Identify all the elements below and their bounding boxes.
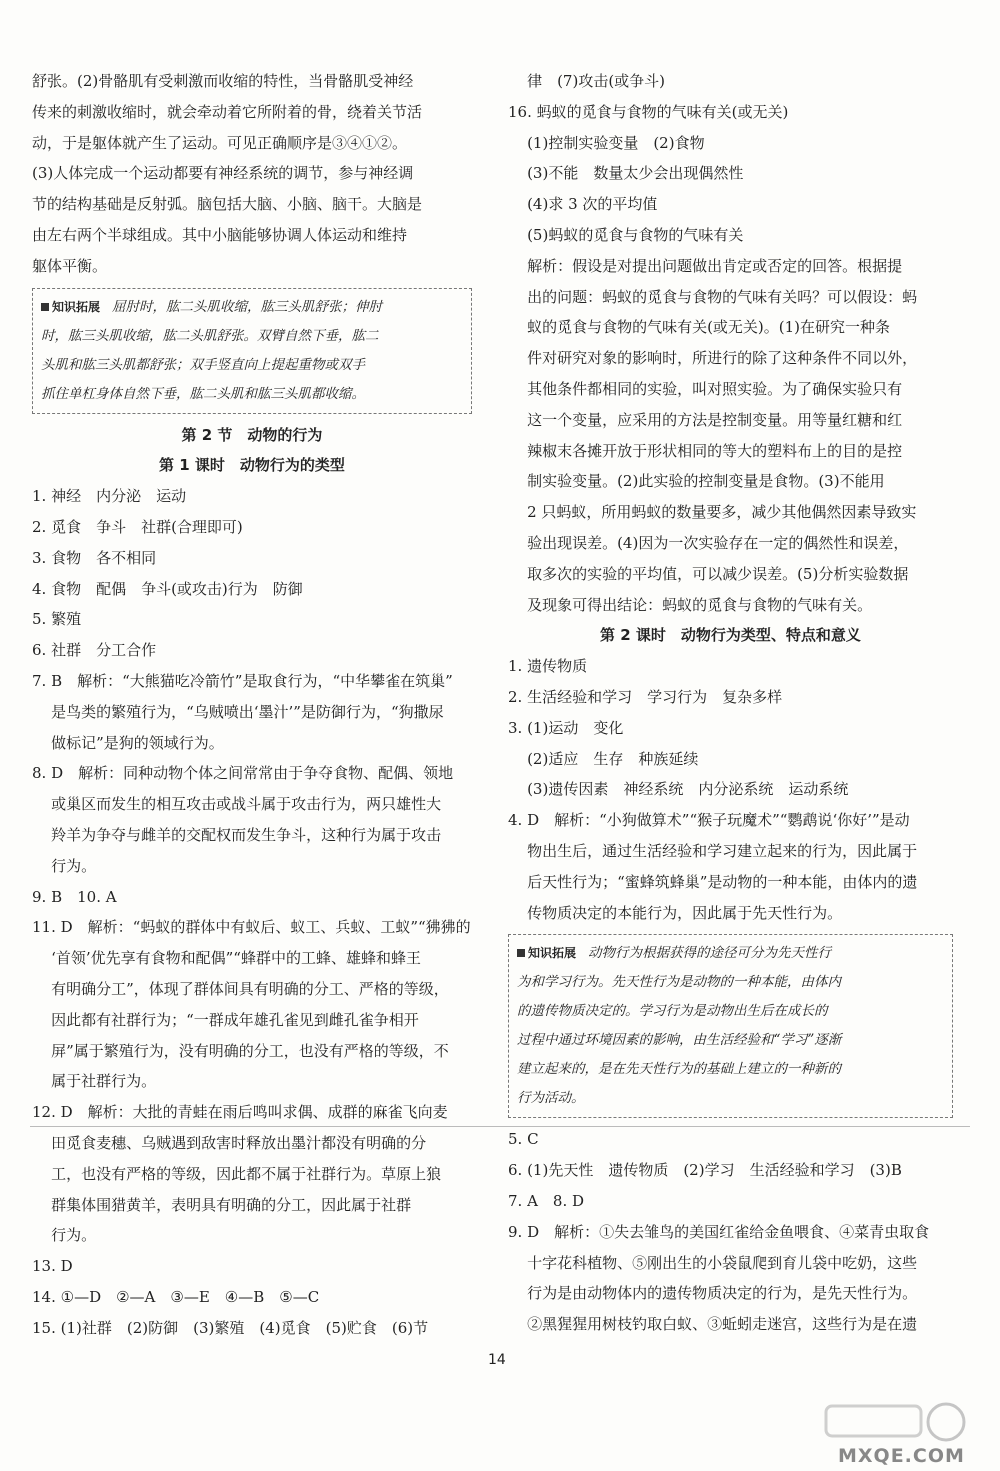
right-line: 件对研究对象的影响时，所进行的除了这种条件不同以外， [508,349,918,368]
knowledge-tag: 知识拓展 [517,946,588,960]
left2-line: 15. (1)社群 (2)防御 (3)繁殖 (4)觅食 (5)贮食 (6)节 [32,1318,429,1337]
right2-line: 3. (1)运动 变化 [508,718,624,737]
left2-line: 屏”属于繁殖行为，没有明确的分工，也没有严格的等级，不 [32,1041,449,1060]
knowledge-box-2-text [517,939,944,1113]
left2-line: 7. B 解析：“大熊猫吃冷箭竹”是取食行为，“中华攀雀在筑巢” [32,671,453,690]
right2-line: 2. 生活经验和学习 学习行为 复杂多样 [508,687,783,706]
left2-line: 12. D 解析：大批的青蛙在雨后鸣叫求偶、成群的麻雀飞向麦 [32,1103,448,1122]
right-line: 16. 蚂蚁的觅食与食物的气味有关(或无关) [508,102,789,121]
left2-line: 4. 食物 配偶 争斗(或攻击)行为 防御 [32,579,303,598]
knowledge-box-1 [32,288,472,414]
right-line: 验出现误差。(4)因为一次实验存在一定的偶然性和误差， [508,533,909,552]
left2-line: 做标记”是狗的领域行为。 [32,733,224,752]
right-line: 出的问题：蚂蚁的觅食与食物的气味有关吗？可以假设：蚂 [508,287,918,306]
right-line: 解析：假设是对提出问题做出肯定或否定的回答。根据提 [508,256,903,275]
left-line: 动，于是躯体就产生了运动。可见正确顺序是③④①②。 [32,133,408,152]
left-line: 躯体平衡。 [32,256,108,275]
left2-line: 属于社群行为。 [32,1072,157,1091]
knowledge-tag: 知识拓展 [41,300,112,314]
left2-line: 因此都有社群行为；“一群成年雄孔雀见到雌孔雀争相开 [32,1010,419,1029]
right3-line: 5. C [508,1130,539,1149]
right-answers-2 [508,1124,953,1340]
knowledge-box-1-text [41,293,463,409]
left-line: 节的结构基础是反射弧。脑包括大脑、小脑、脑干。大脑是 [32,195,423,214]
left2-line: 11. D 解析：“蚂蚁的群体中有蚁后、蚁工、兵蚁、工蚁”“狒狒的 [32,918,471,937]
box1-line: 时，肱三头肌收缩，肱二头肌舒张。双臂自然下垂，肱二 [41,327,379,344]
box2-line: 知识拓展 动物行为根据获得的途径可分为先天性行 [517,939,944,968]
left2-line: 或巢区而发生的相互攻击或战斗属于攻击行为，两只雄性大 [32,795,442,814]
left-line: 由左右两个半球组成。其中小脑能够协调人体运动和维持 [32,225,408,244]
left2-line: ‘首领’优先享有食物和配偶”“蜂群中的工蜂、雄蜂和蜂王 [32,949,421,968]
right-line: (4)求 3 次的平均值 [508,195,658,214]
right-line: 取多次的实验的平均值，可以减少误差。(5)分析实验数据 [508,564,909,583]
right-line: 及现象可得出结论：蚂蚁的觅食与食物的气味有关。 [508,595,873,614]
right2-line: 4. D 解析：“小狗做算术”“猴子玩魔术”“鹦鹉说‘你好’”是动 [508,811,910,830]
right3-line: ②黑猩猩用树枝钓取白蚁、③蚯蚓走迷宫，这些行为是在遗 [508,1315,918,1334]
left2-line: 羚羊为争夺与雌羊的交配权而发生争斗，这种行为属于攻击 [32,825,442,844]
right3-line: 行为是由动物体内的遗传物质决定的行为，是先天性行为。 [508,1284,918,1303]
right2-line: 传物质决定的本能行为，因此属于先天性行为。 [508,903,843,922]
left-column [32,66,472,1343]
right-line: (1)控制实验变量 (2)食物 [508,133,705,152]
lesson-1-title: 第 1 课时 动物行为的类型 [159,456,345,475]
right-line: 律 (7)攻击(或争斗) [508,72,666,90]
left2-line: 3. 食物 各不相同 [32,548,157,567]
left2-line: 5. 繁殖 [32,610,82,629]
right2-line: 物出生后，通过生活经验和学习建立起来的行为，因此属于 [508,841,918,860]
left2-line: 6. 社群 分工合作 [32,641,157,660]
right-line: (5)蚂蚁的觅食与食物的气味有关 [508,225,744,244]
right-line: 这一个变量，应采用的方法是控制变量。用等量红糖和红 [508,410,903,429]
left2-line: 工，也没有严格的等级，因此都不属于社群行为。草原上狼 [32,1164,442,1183]
right2-line: 1. 遗传物质 [508,657,588,676]
page-number: 14 [488,1352,506,1368]
left2-line: 群集体围猎黄羊，表明具有明确的分工，因此属于社群 [32,1195,412,1214]
right2-line: (3)遗传因素 神经系统 内分泌系统 运动系统 [508,780,849,799]
left-line: 舒张。(2)骨骼肌有受刺激而收缩的特性，当骨骼肌受神经 [32,72,414,90]
left2-line: 是鸟类的繁殖行为，“乌贼喷出‘墨汁’”是防御行为，“狗撒尿 [32,702,444,721]
left-line: 传来的刺激收缩时，就会牵动着它所附着的骨，绕着关节活 [32,102,423,121]
right-line: 蚁的觅食与食物的气味有关(或无关)。(1)在研究一种条 [508,318,891,337]
box1-line: 抓住单杠身体自然下垂，肱二头肌和肱三头肌都收缩。 [41,385,365,402]
square-icon [517,949,525,957]
right2-line: (2)适应 生存 种族延续 [508,749,699,768]
right-column [508,66,953,1340]
section-title: 第 2 节 动物的行为 [181,425,323,444]
right3-line: 6. (1)先天性 遗传物质 (2)学习 生活经验和学习 (3)B [508,1161,902,1180]
left2-line: 13. D [32,1257,73,1276]
left2-line: 有明确分工”，体现了群体间具有明确的分工、严格的等级， [32,979,449,998]
box2-line: 为和学习行为。先天性行为是动物的一种本能，由体内 [517,974,841,991]
right-line: 辣椒末各摊开放于形状相同的等大的塑料布上的目的是控 [508,441,903,460]
left2-line: 田觅食麦穗、乌贼遇到敌害时释放出墨汁都没有明确的分 [32,1133,427,1152]
left2-line: 行为。 [32,1226,97,1245]
right2-line: 后天性行为；“蜜蜂筑蜂巢”是动物的一种本能，由体内的遗 [508,872,918,891]
right3-line: 9. D 解析：①失去雏鸟的美国红雀给金鱼喂食、④菜青虫取食 [508,1222,930,1241]
lesson-2-title: 第 2 课时 动物行为类型、特点和意义 [600,626,861,645]
box1-line: 头肌和肱三头肌都舒张；双手竖直向上提起重物或双手 [41,356,365,373]
left2-line: 2. 觅食 争斗 社群(合理即可) [32,517,243,536]
left2-line: 9. B 10. A [32,887,117,906]
left2-line: 1. 神经 内分泌 运动 [32,487,187,506]
box2-line: 建立起来的，是在先天性行为的基础上建立的一种新的 [517,1061,841,1078]
left2-line: 8. D 解析：同种动物个体之间常常由于争夺食物、配偶、领地 [32,764,454,783]
divider [30,1126,970,1127]
right-line: (3)不能 数量太少会出现偶然性 [508,164,744,183]
right-line: 2 只蚂蚁，所用蚂蚁的数量要多，减少其他偶然因素导致实 [508,503,917,522]
right-text-block [508,66,953,620]
right3-line: 7. A 8. D [508,1191,585,1210]
knowledge-box-2 [508,934,953,1118]
box2-line: 的遗传物质决定的。学习行为是动物出生后在成长的 [517,1003,828,1020]
watermark-text: MXQE.COM [838,1445,965,1467]
left-text-block [32,66,472,282]
left-line: (3)人体完成一个运动都要有神经系统的调节，参与神经调 [32,164,414,183]
box2-line: 行为活动。 [517,1090,585,1107]
right-line: 其他条件都相同的实验，叫对照实验。为了确保实验只有 [508,379,903,398]
square-icon [41,303,49,311]
left-answers [32,481,472,1343]
box1-line: 知识拓展 屈肘时，肱二头肌收缩，肱三头肌舒张；伸肘 [41,293,463,322]
left2-line: 14. ①—D ②—A ③—E ④—B ⑤—C [32,1287,320,1306]
right-answers [508,651,953,928]
right3-line: 十字花科植物、⑤刚出生的小袋鼠爬到育儿袋中吃奶，这些 [508,1253,918,1272]
box2-line: 过程中通过环境因素的影响，由生活经验和“学习”逐渐 [517,1032,842,1049]
left2-line: 行为。 [32,856,97,875]
right-line: 制实验变量。(2)此实验的控制变量是食物。(3)不能用 [508,472,885,491]
